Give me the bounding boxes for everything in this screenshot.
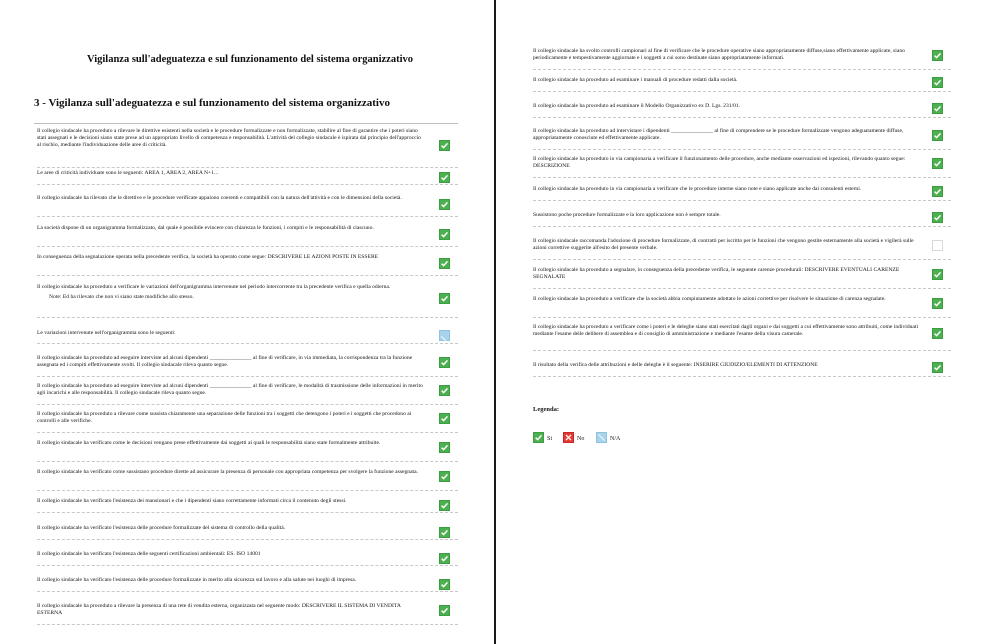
checklist-row-text [533,267,921,281]
page-title: Vigilanza sull'adeguatezza e sul funzionamento del sistema organizzativo [87,54,413,65]
checklist-row-label: Il collegio sindacale ha proceduto ad esaminare il Modello Organizzativo ex D. Lgs. 231/01. [533,103,741,109]
checklist-row [37,355,458,377]
checklist-row-label: Il collegio sindacale ha proceduto ad intervistare i dipendenti _______________ al fine di comprendere se le procedure formalizzate vengono adeguatamente diffuse, appropriatamente conosciute ed effettivamente applicate. [533,128,904,141]
checklist-row-text [37,254,425,261]
checklist-row-label: Il collegio sindacale ha verificato l'esistenza delle seguenti certificazioni ambientali: ES. ISO 14001 [37,551,261,557]
check-icon [439,357,450,368]
checklist-row-label: Il collegio sindacale ha proceduto a rilevare come sussista chiaramente una separazione delle funzioni tra i soggetti che detengono i poteri e i soggetti che procedono ai controlli e alle verifiche. [37,411,412,424]
checklist-row-label: In conseguenza della segnalazione operata nella precedente verifica, la società ha operato come segue: DESCRIVERE LE AZIONI POSTE IN ESSERE [37,254,379,260]
checklist-row-text [37,355,425,369]
checklist-row [37,225,458,247]
checklist-row-text [37,330,425,337]
checklist-row-text [37,225,425,232]
check-icon [439,500,450,511]
checklist-row-text [533,156,921,170]
checklist-row-label: La società dispone di un organigramma formalizzato, dal quale è possibile evincere con chiarezza le funzioni, i compiti e le responsabilità di ciascuno. [37,225,374,231]
checklist-row-text [533,212,921,219]
checklist-row [37,603,458,625]
checklist-row [533,156,951,178]
checklist-row [533,238,951,260]
check-icon [932,158,943,169]
check-icon [439,385,450,396]
checklist-row-label: Il collegio sindacale ha rilevato che le direttive e le procedure verificate appaiono coerenti e compatibili con la natura dell'attività e con le dimensioni della società. [37,195,402,201]
checklist-row-label: Il collegio sindacale ha verificato l'esistenza delle procedure formalizzate in merito alla sicurezza sul lavoro e alla salute nei luoghi di impresa. [37,577,357,583]
check-icon [533,432,544,443]
page-left [0,0,494,644]
check-icon [932,77,943,88]
checklist-row [533,324,951,351]
na-box-icon [439,330,450,341]
check-icon [439,172,450,183]
check-icon [932,186,943,197]
checklist-row [533,77,951,92]
checklist-row [37,170,458,185]
checklist-row [533,296,951,318]
check-icon [932,212,943,223]
check-icon [932,50,943,61]
checklist-row-label: Il collegio sindacale ha verificato l'esistenza dei mansionari e che i dipendenti siano correttamente informati circa il contenuto degli stessi. [37,498,347,504]
check-icon [439,199,450,210]
checklist-row-text [533,296,921,303]
checklist-row-label: Il collegio sindacale ha proceduto ad eseguire interviste ad alcuni dipendenti _______________ al fine di verificare, in via immediata, la corrispondenza tra la funzione assegnata ed i compiti effettivamente svolti. Il collegio sindacale rileva quanto segue. [37,355,413,368]
section-rule [34,123,458,124]
checklist-row-label: Il risultato della verifica delle attribuzioni e delle deleghe è il seguente: INSERIRE GIUDIZIO/ELEMENTI DI ATTENZIONE [533,362,818,368]
checklist-row-label: Il collegio sindacale ha verificato come le decisioni vengano prese effettivamente dai soggetti ai quali le responsabilità siano state formalmente attribuite. [37,440,381,446]
page-right [496,0,990,644]
check-icon [439,527,450,538]
checklist-row [37,440,458,462]
checklist-row-label: Il collegio sindacale ha proceduto in via campionaria a verificare che le procedure interne siano note e siano applicate anche dai consulenti esterni. [533,186,862,192]
legend-no-label: No [577,436,585,442]
checklist-row [37,577,458,592]
check-icon [439,442,450,453]
legend-title: Legenda: [533,406,559,413]
checklist-row-text [37,440,425,447]
checklist-row [533,128,951,150]
checklist-row [37,469,458,491]
check-icon [439,413,450,424]
checklist-row-text [37,551,425,558]
checklist-row-label: Il collegio sindacale ha proceduto a segnalare, in conseguenza della precedente verifica, le seguente carenze procedurali: DESCRIVERE EVENTUALI CARENZE SEGNALATE [533,267,900,280]
checklist-row [533,103,951,118]
checklist-row-label: Le variazioni intervenute nell'organigramma sono le seguenti: [37,330,176,336]
checklist-row-label: Il collegio sindacale ha proceduto a rilevare la presenza di una rete di vendita esterna, organizzata nel seguente modo: DESCRIVERE IL SISTEMA DI VENDITA ESTERNA [37,603,401,616]
checklist-row-text [37,383,425,397]
checklist-row [37,330,458,344]
section-title: 3 - Vigilanza sull'adeguatezza e sul funzionamento del sistema organizzativo [34,97,390,109]
check-icon [439,579,450,590]
checklist-row-label: Il collegio sindacale ha proceduto a verificare che la società abbia compiutamente adottato le azioni correttive per risolvere le situazione di carenza segnalate. [533,296,886,302]
check-icon [932,103,943,114]
checklist-row-text [37,525,425,532]
check-icon [439,553,450,564]
checklist-row-text [37,498,425,505]
checklist-row [37,498,458,513]
checklist-row-text [37,195,425,202]
checklist-row-label: Il collegio sindacale ha proceduto a rilevare le direttive esistenti nella società e le procedure formalizzate e non formalizzate, stabilire al fine di garantire che i poteri siano stati assegnati e le decisioni siano state prese ad un appropriato livello di competenza e responsabilità. L'attività del collegio sindacale è ispirata dal principio dell'approccio al rischio, mediante l'individuazione delle aree di criticità. [37,128,421,148]
checklist-row-text [37,469,425,476]
check-icon [932,130,943,141]
checklist-row [37,383,458,405]
checklist-row-text [533,77,921,84]
checklist-row-text [533,128,921,142]
checklist-row-text [533,48,921,62]
checklist-row-label: Le aree di criticità individuate sono le seguenti: AREA 1, AREA 2, AREA N+1... [37,170,219,176]
checklist-row [533,362,951,377]
checklist-row-text [533,324,921,338]
checklist-row-text [37,128,425,148]
checklist-row [37,254,458,276]
checklist-row [37,411,458,433]
checklist-row-text [37,603,425,617]
check-icon [439,229,450,240]
check-icon [439,471,450,482]
checklist-row-text [37,284,425,301]
checklist-row [533,186,951,201]
check-icon [439,258,450,269]
check-icon [932,362,943,373]
checklist-row-text [37,577,425,584]
checklist-row-label: Il collegio sindacale ha proceduto ad eseguire interviste ad alcuni dipendenti _______________ al fine di verificare, le modalità di trasmissione delle informazioni in merito agli incarichi e alle responsabilità. Il collegio sindacale rileva quanto segue. [37,383,423,396]
checklist-row [37,128,458,168]
empty-checkbox [932,240,943,251]
legend-na-label: N/A [610,436,621,442]
checklist-row [533,212,951,227]
check-icon [932,298,943,309]
checklist-row [533,48,951,70]
check-icon [932,269,943,280]
checklist-row [37,525,458,540]
checklist-row-label: Il collegio sindacale ha svolto controlli campionari al fine di verificare che le procedure operative siano appropriatamente diffuse,siano effettivamente applicate, siano periodicamente e tempestivamente aggiornate e i soggetti a cui sono destinate siano appropriatamente informati. [533,48,905,61]
checklist-row-label: Il collegio sindacale ha proceduto in via campionaria a verificare il funzionamento delle procedure, anche mediante osservazioni ed ispezioni, rilevando quanto segue: DESCRIZIONE [533,156,906,169]
checklist-row-text [533,103,921,110]
checklist-row-text [37,411,425,425]
check-icon [439,140,450,151]
checklist-row-label: Il collegio sindacale ha proceduto a verificare come i poteri e le deleghe siano stati esercitati dagli organi e dai soggetti a cui effettivamente sono attribuiti, come individuati mediante l'esame delle delibere di assemblea e di consiglio di amministrazione e mediante l'esame della visura camerale. [533,324,919,337]
checklist-row-note: Note: Ed ha rilevato che non vi siano state modifiche allo stesso. [49,293,194,300]
checklist-row-label: Il collegio sindacale ha verificato come sussistano procedure dirette ad assicurare la presenza di personale con appropriata competenza per svolgere la funzione assegnata. [37,469,418,475]
checklist-row-text [533,362,921,369]
checklist-row [37,195,458,217]
na-box-icon [596,432,607,443]
checklist-row-text [37,170,425,177]
checklist-row-label: Il collegio sindacale ha proceduto a verificare le variazioni dell'organigramma intervenute nel periodo intercorrente tra la precedente verifica e quella odierna. [37,284,391,290]
checklist-row-text [533,186,921,193]
checklist-row-label: Il collegio sindacale ha verificato l'esistenza delle procedure formalizzate del sistema di controllo della qualità. [37,525,286,531]
x-icon [563,432,574,443]
legend-yes-label: Si [547,436,553,442]
checklist-row [533,267,951,289]
checklist-row-label: Sussistono poche procedure formalizzate e la loro applicazione non è sempre totale. [533,212,721,218]
check-icon [439,605,450,616]
check-icon [932,328,943,339]
check-icon [439,293,450,304]
checklist-row-label: Il collegio sindacale ha proceduto ad esaminare i manuali di procedure redatti dalla società. [533,77,738,83]
checklist-row-label: Il collegio sindacale raccomanda l'adozione di procedure formalizzate, di contratti per iscritto per le funzioni che vengono gestite esternamente alla società e vigilerà sulle azioni correttive suggerite all'esito del presente verbale. [533,238,914,251]
checklist-row [37,284,458,318]
checklist-row-text [533,238,921,252]
checklist-row [37,551,458,566]
